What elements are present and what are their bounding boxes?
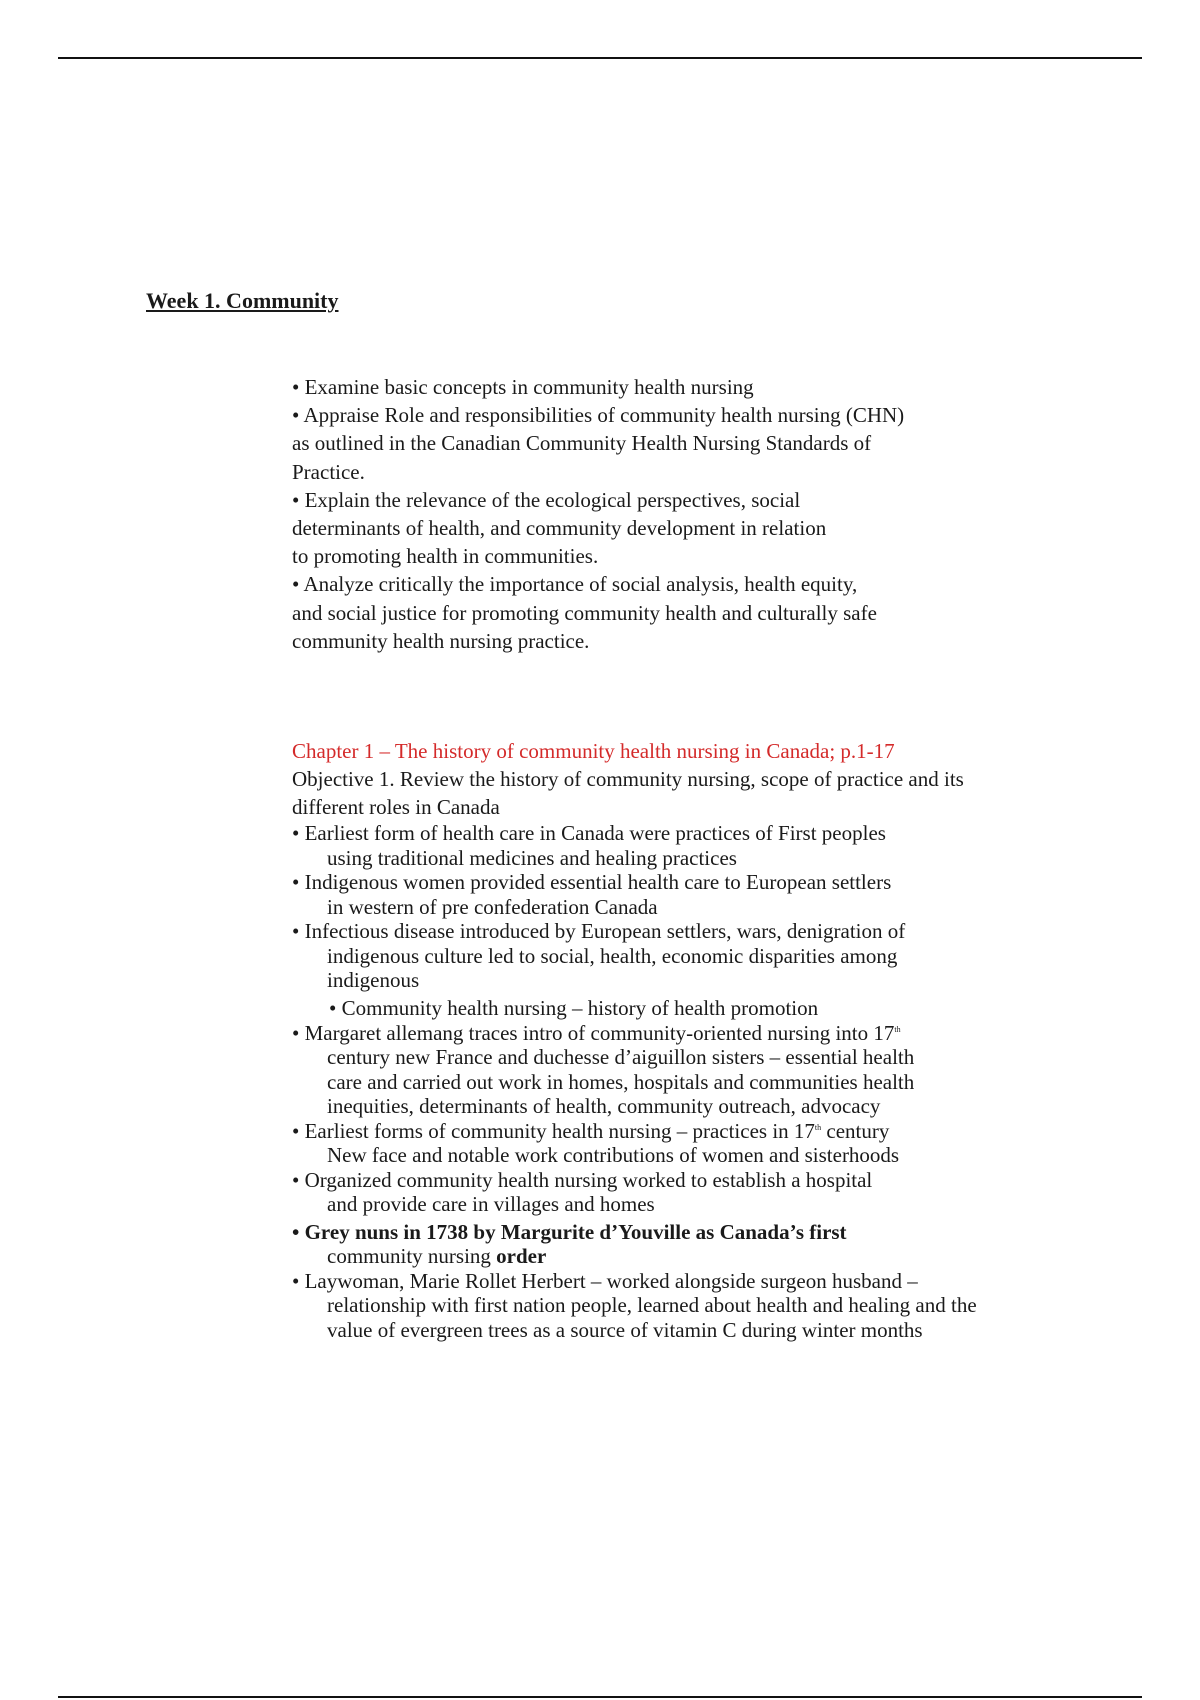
bullet-continuation: indigenous culture led to social, health, economic disparities among bbox=[327, 943, 898, 968]
footer-rule bbox=[58, 1696, 1142, 1698]
bullet-text-part: century bbox=[821, 1118, 890, 1143]
objective-line: to promoting health in communities. bbox=[292, 544, 599, 569]
bullet-text: • Laywoman, Marie Rollet Herbert – worked alongside surgeon husband – bbox=[292, 1268, 918, 1293]
bullet-continuation: using traditional medicines and healing practices bbox=[327, 845, 737, 870]
bullet-text-part: community nursing bbox=[327, 1244, 497, 1268]
chapter-heading: Chapter 1 – The history of community health nursing in Canada; p.1-17 bbox=[292, 739, 895, 763]
bullet-text-bold-part: order bbox=[496, 1244, 547, 1268]
bullet-text: • Indigenous women provided essential health care to European settlers bbox=[292, 870, 892, 894]
bullet-item bbox=[292, 1168, 1092, 1217]
bullet-continuation: indigenous bbox=[327, 968, 420, 992]
objective-line: • Examine basic concepts in community health nursing bbox=[292, 375, 754, 399]
bullet-text bbox=[292, 1119, 1092, 1144]
objective-line: • Analyze critically the importance of social analysis, health equity, bbox=[292, 572, 858, 597]
bullet-continuation: care and carried out work in homes, hospitals and communities health bbox=[327, 1069, 915, 1094]
bullet-text: • Infectious disease introduced by European settlers, wars, denigration of bbox=[292, 919, 906, 943]
bullet-text-bold: • Grey nuns in 1738 by Margurite d’Youville as Canada’s first bbox=[292, 1219, 847, 1244]
bullet-continuation: and provide care in villages and homes bbox=[327, 1192, 655, 1216]
sub-bullet-item: • Community health nursing – history of health promotion bbox=[329, 995, 819, 1020]
bullet-item bbox=[292, 821, 1092, 870]
objective-line: community health nursing practice. bbox=[292, 628, 590, 653]
bullet-text: • Earliest form of health care in Canada were practices of First peoples bbox=[292, 821, 886, 845]
objective-line: determinants of health, and community development in relation bbox=[292, 516, 827, 541]
bullet-item bbox=[292, 1119, 1092, 1168]
objective-line: and social justice for promoting community health and culturally safe bbox=[292, 600, 877, 625]
chapter-section bbox=[292, 737, 1092, 1342]
bullet-item bbox=[292, 1220, 1092, 1269]
objective-line: as outlined in the Canadian Community Health Nursing Standards of bbox=[292, 431, 872, 456]
bullet-item bbox=[292, 1021, 1092, 1119]
bullet-text bbox=[292, 1021, 1092, 1046]
bullet-text: • Organized community health nursing worked to establish a hospital bbox=[292, 1167, 873, 1192]
bullet-continuation bbox=[292, 1244, 1092, 1269]
chapter-objective-line: different roles in Canada bbox=[292, 795, 500, 819]
objective-line: • Appraise Role and responsibilities of community health nursing (CHN) bbox=[292, 403, 905, 428]
objective-line: • Explain the relevance of the ecological perspectives, social bbox=[292, 487, 801, 512]
bullet-text-part: • Margaret allemang traces intro of community-oriented nursing into 17 bbox=[292, 1020, 895, 1045]
bullet-item bbox=[292, 870, 1092, 919]
ordinal-superscript: th bbox=[814, 1122, 822, 1132]
bullet-continuation: relationship with first nation people, learned about health and healing and the bbox=[327, 1293, 977, 1317]
header-rule bbox=[58, 57, 1142, 59]
chapter-objective-line: Objective 1. Review the history of community nursing, scope of practice and its bbox=[292, 767, 964, 791]
bullet-item bbox=[292, 1269, 1092, 1343]
objective-line: Practice. bbox=[292, 459, 365, 484]
bullet-item bbox=[292, 919, 1092, 993]
bullet-continuation: New face and notable work contributions of women and sisterhoods bbox=[327, 1143, 900, 1167]
ordinal-superscript: th bbox=[894, 1024, 901, 1034]
bullet-continuation: in western of pre confederation Canada bbox=[327, 894, 658, 919]
bullet-continuation: value of evergreen trees as a source of vitamin C during winter months bbox=[327, 1317, 923, 1342]
bullet-continuation: century new France and duchesse d’aiguillon sisters – essential health bbox=[327, 1045, 915, 1069]
course-objectives bbox=[292, 373, 1052, 655]
bullet-text-part: • Earliest forms of community health nursing – practices in 17 bbox=[292, 1118, 815, 1143]
page-title: Week 1. Community bbox=[146, 288, 339, 313]
bullet-continuation: inequities, determinants of health, community outreach, advocacy bbox=[327, 1094, 881, 1118]
